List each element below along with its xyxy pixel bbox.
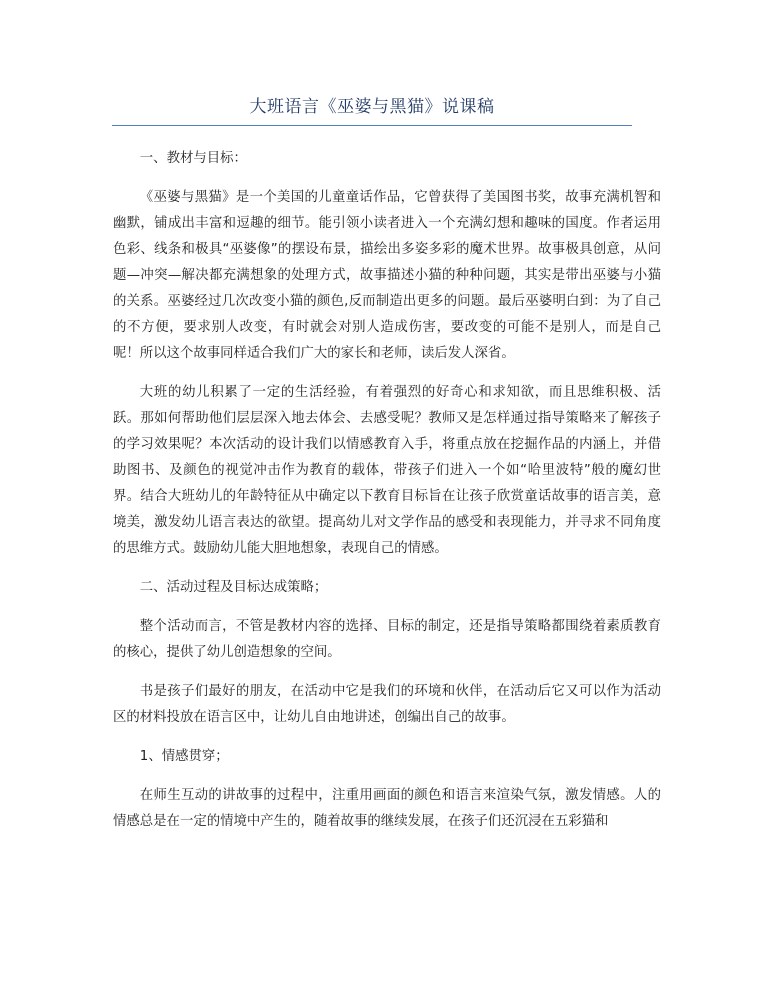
subheading-emotion: 1、情感贯穿； — [139, 749, 229, 764]
section-heading-process-strategy: 二、活动过程及目标达成策略； — [139, 580, 328, 595]
document-body — [113, 146, 661, 848]
paragraph-story-intro: 《巫婆与黑猫》是一个美国的儿童童话作品，它曾获得了美国图书奖，故事充满机智和幽默，铺成出丰富和逗趣的细节。能引领小读者进入一个充满幻想和趣味的国度。作者运用色彩、线条和极具“巫婆像”的摆设布景，描绘出多姿多彩的魔术世界。故事极具创意，从问题—冲突—解决都充满想象的处理方式，故事描述小猫的种种问题，其实是带出巫婆与小猫的关系。巫婆经过几次改变小猫的颜色,反而制造出更多的问题。最后巫婆明白到：为了自己的不方便，要求别人改变，有时就会对别人造成伤害，要改变的可能不是别人，而是自己呢！所以这个故事同样适合我们广大的家长和老师，读后发人深省。 — [113, 190, 661, 361]
section-heading-materials-goals: 一、教材与目标： — [139, 151, 247, 166]
paragraph-children-goals: 大班的幼儿积累了一定的生活经验，有着强烈的好奇心和求知欲，而且思维积极、活跃。那如何帮助他们层层深入地去体会、去感受呢？教师又是怎样通过指导策略来了解孩子的学习效果呢？本次活动的设计我们以情感教育入手，将重点放在挖掘作品的内涵上，并借助图书、及颜色的视觉冲击作为教育的载体，带孩子们进入一个如“哈里波特”般的魔幻世界。结合大班幼儿的年龄特征从中确定以下教育目标旨在让孩子欣赏童话故事的语言美，意境美，激发幼儿语言表达的欲望。提高幼儿对文学作品的感受和表现能力，并寻求不同角度的思维方式。鼓励幼儿能大胆地想象，表现自己的情感。 — [113, 385, 661, 556]
document-title: 大班语言《巫婆与黑猫》说课稿 — [249, 97, 495, 117]
title-underline — [112, 125, 632, 126]
paragraph-activity-overview: 整个活动而言，不管是教材内容的选择、目标的制定，还是指导策略都围绕着素质教育的核心，提供了幼儿创造想象的空间。 — [113, 619, 661, 660]
paragraph-teacher-student-interaction: 在师生互动的讲故事的过程中，注重用画面的颜色和语言来渲染气氛，激发情感。人的情感总是在一定的情境中产生的，随着故事的继续发展，在孩子们还沉浸在五彩猫和 — [113, 788, 661, 829]
paragraph-books-friends: 书是孩子们最好的朋友，在活动中它是我们的环境和伙伴，在活动后它又可以作为活动区的材料投放在语言区中，让幼儿自由地讲述，创编出自己的故事。 — [113, 684, 661, 725]
